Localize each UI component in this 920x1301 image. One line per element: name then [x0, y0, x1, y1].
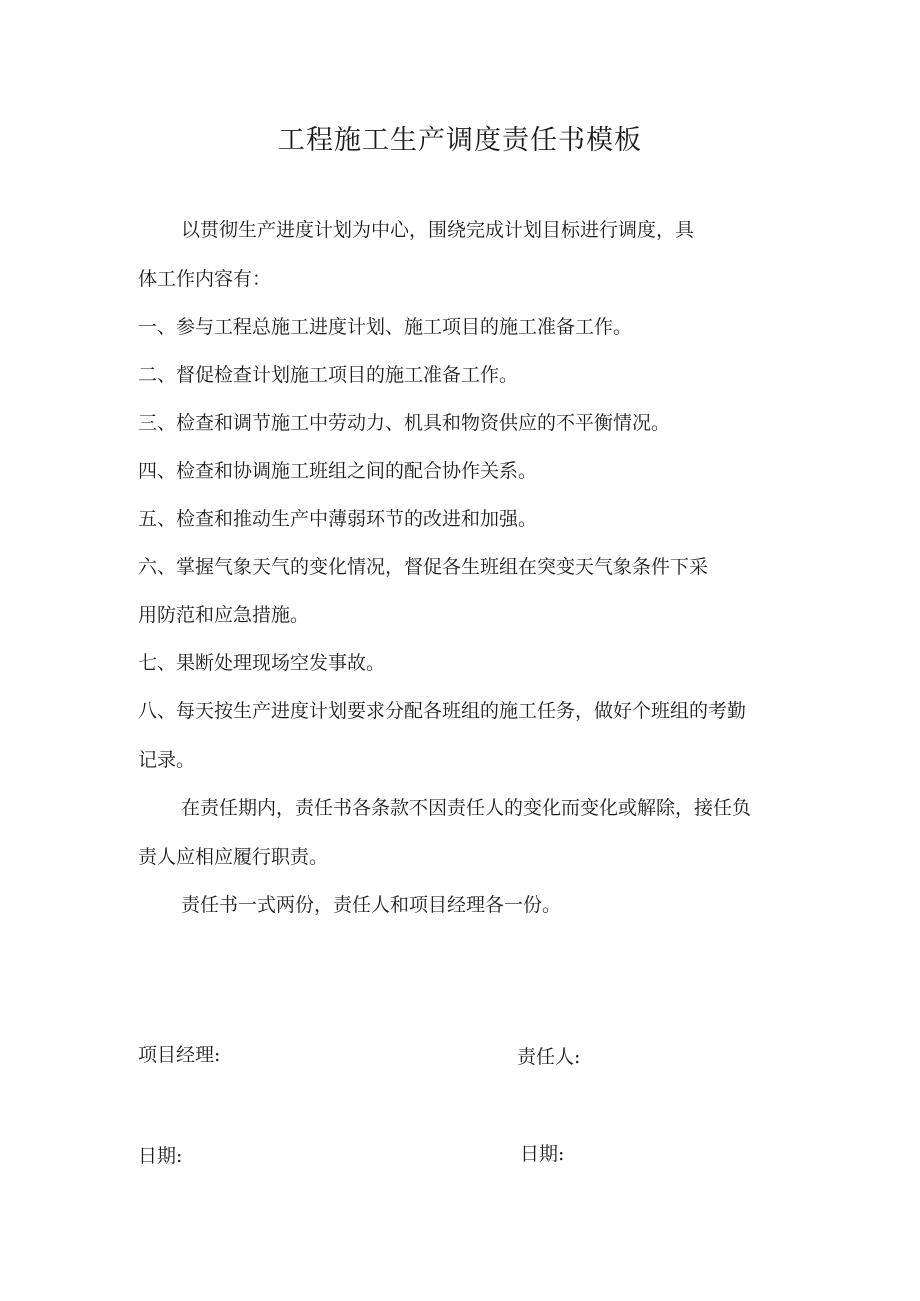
project-manager-label: 项目经理: — [138, 1044, 221, 1066]
item-1: 一、参与工程总施工进度计划、施工项目的施工准备工作。 — [138, 316, 633, 338]
item-7: 七、果断处理现场空发事故。 — [138, 652, 386, 674]
responsible-person-label: 责任人: — [517, 1046, 581, 1068]
intro-line-2: 体工作内容有： — [138, 268, 272, 290]
document-title: 工程施工生产调度责任书模板 — [278, 125, 642, 156]
closing-paragraph-1-line-2: 责人应相应履行职责。 — [138, 846, 329, 868]
item-4: 四、检查和协调施工班组之间的配合协作关系。 — [138, 460, 538, 482]
intro-line-1: 以贯彻生产进度计划为中心，围绕完成计划目标进行调度，具 — [181, 219, 695, 241]
item-8-line-1: 八、每天按生产进度计划要求分配各班组的施工任务，做好个班组的考勤 — [138, 700, 747, 722]
item-6-line-2: 用防范和应急措施。 — [138, 604, 310, 626]
item-5: 五、检查和推动生产中薄弱环节的改进和加强。 — [138, 508, 538, 530]
item-8-line-2: 记录。 — [138, 749, 196, 771]
item-2: 二、督促检查计划施工项目的施工准备工作。 — [138, 364, 519, 386]
closing-paragraph-1-line-1: 在责任期内，责任书各条款不因责任人的变化而变化或解除，接任负 — [181, 797, 752, 819]
item-3: 三、检查和调节施工中劳动力、机具和物资供应的不平衡情况。 — [138, 412, 671, 434]
closing-paragraph-2: 责任书一式两份，责任人和项目经理各一份。 — [181, 894, 562, 916]
date-label-left: 日期: — [138, 1145, 183, 1167]
item-6-line-1: 六、掌握气象天气的变化情况，督促各生班组在突变天气象条件下采 — [138, 556, 709, 578]
date-label-right: 日期: — [520, 1143, 565, 1165]
